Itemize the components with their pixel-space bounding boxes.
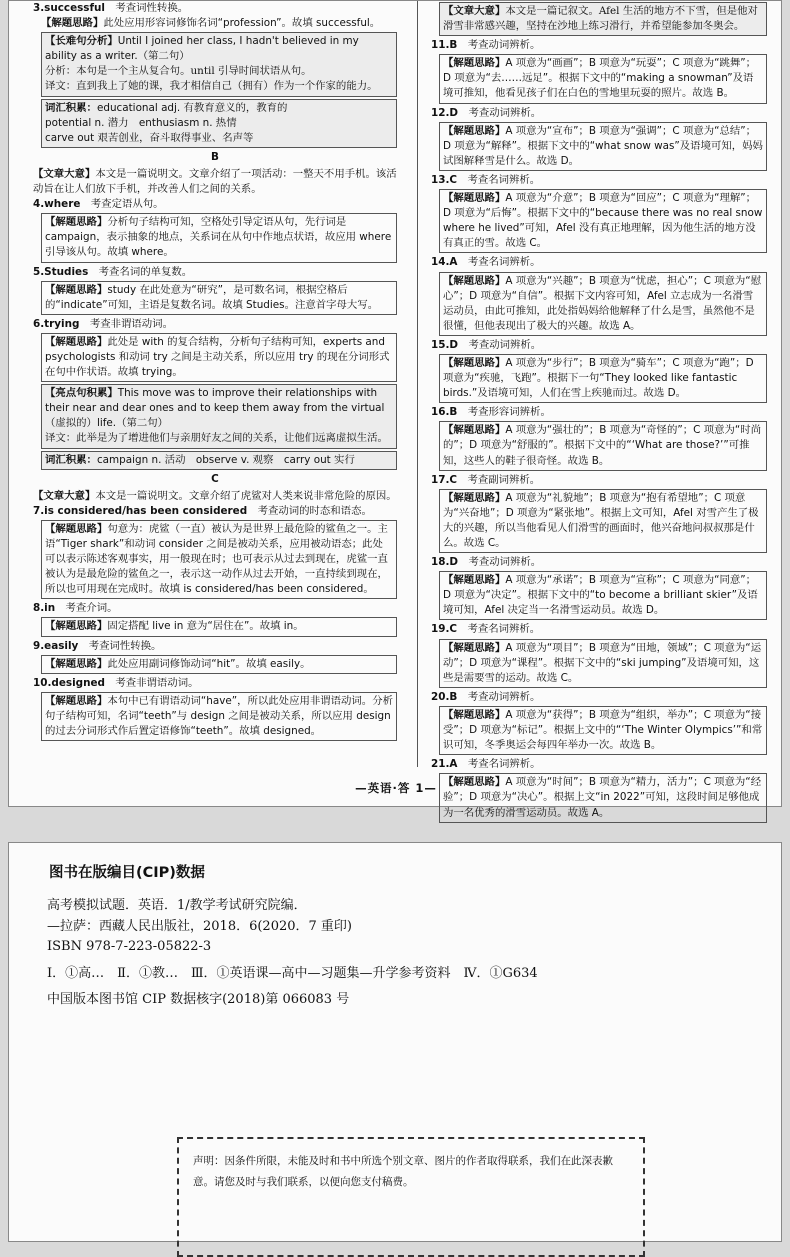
q5-thinking — [41, 281, 397, 315]
text: A 项意为“步行”；B 项意为“骑车”；C 项意为“跑”；D 项意为“疾驰，飞跑”。根据下一句“They looked like fantastic birds.”及语境可知，人们在雪上疾驰而过。故选 D。 — [443, 356, 754, 400]
q9-thinking — [41, 655, 397, 674]
text: A 项意为“强壮的”；B 项意为“奇怪的”；C 项意为“时尚的”；D 项意为“舒服的”。根据下文中的“‘What are those?’”可推知，这些人的鞋子很奇怪。故选 B。 — [443, 424, 762, 467]
q11-desc: 考查动词辨析。 — [467, 39, 541, 52]
right-column — [431, 1, 767, 825]
text: 此处应用形容词修饰名词“profession”。故填 successful。 — [103, 17, 381, 30]
tag: 【解题思路】 — [443, 57, 506, 70]
notice-box — [177, 1137, 645, 1257]
tag: 【解题思路】 — [45, 522, 108, 535]
q6-vocab-box — [41, 451, 397, 470]
q9-desc: 考查词性转换。 — [88, 639, 162, 652]
q8-thinking — [41, 617, 397, 636]
q3-analysis-box — [41, 32, 397, 96]
q5-desc: 考查名词的单复数。 — [98, 265, 193, 278]
text: 本文是一篇说明文。文章介绍了虎鲨对人类来说非常危险的原因。 — [95, 489, 397, 502]
tag: 【解题思路】 — [443, 776, 506, 789]
q21-header — [431, 757, 767, 772]
q4-answer: 4.where — [33, 198, 81, 211]
tag: 词汇积累： — [45, 453, 97, 466]
q20-answer: 20.B — [431, 690, 458, 703]
q16-desc: 考查形容词辨析。 — [467, 406, 551, 419]
tag: 【解题思路】 — [443, 491, 506, 504]
q3-desc: 考查词性转换。 — [115, 2, 189, 14]
tag: 【解题思路】 — [443, 574, 506, 587]
q10-answer: 10.designed — [33, 676, 105, 689]
q9-answer: 9.easily — [33, 639, 79, 652]
vocab-line: carve out 艰苦创业，奋斗取得事业、名声等 — [45, 131, 254, 144]
q16-header — [431, 405, 767, 420]
q18-thinking — [439, 571, 767, 620]
q7-thinking — [41, 520, 397, 599]
cip-page — [8, 842, 782, 1242]
q17-answer: 17.C — [431, 473, 458, 486]
q13-thinking — [439, 189, 767, 253]
q6-desc: 考查非谓语动词。 — [89, 317, 173, 330]
text: 固定搭配 live in 意为“居住在”。故填 in。 — [107, 620, 304, 633]
q19-thinking — [439, 639, 767, 688]
tag: 【解题思路】 — [443, 424, 506, 437]
tag: 【文章大意】 — [33, 167, 96, 180]
text: 本文是一篇记叙文。Afel 生活的地方不下雪，但是他对滑雪非常感兴趣，坚持在沙地上练习滑行，并希望能参加冬奥会。 — [443, 5, 758, 33]
q10-thinking — [41, 692, 397, 741]
en-sentence: Until I joined her class, I hadn't believed in my ability as a writer.（第二句） — [45, 35, 359, 63]
q4-thinking — [41, 213, 397, 262]
tag: 【文章大意】 — [33, 489, 96, 502]
tag: 【解题思路】 — [45, 216, 108, 229]
answer-page — [8, 0, 782, 819]
tag: 【解题思路】 — [45, 620, 108, 633]
q8-answer: 8.in — [33, 602, 56, 615]
q15-desc: 考查动词辨析。 — [468, 338, 542, 351]
q6-answer: 6.trying — [33, 317, 80, 330]
cip-line: 中国版本图书馆 CIP 数据核字(2018)第 066083 号 — [47, 992, 350, 1008]
cip-line: Ⅰ．①高… Ⅱ．①教… Ⅲ．①英语课—高中—习题集—升学参考资料 Ⅳ．①G634 — [47, 965, 538, 981]
q15-thinking — [439, 354, 767, 403]
q18-answer: 18.D — [431, 556, 459, 569]
tag: 【解题思路】 — [443, 641, 506, 654]
text: A 项意为“宣布”；B 项意为“强调”；C 项意为“总结”；D 项意为“解释”。根据下文中的“what snow was”及语境可知，妈妈试图解释雪是什么。故选 D。 — [443, 124, 763, 167]
text: A 项意为“时间”；B 项意为“精力，活力”；C 项意为“经验”；D 项意为“决心”。根据上文“in 2022”可知，这段时间足够他成为一名优秀的滑雪运动员。故选 A。 — [443, 776, 762, 819]
text: 此处应用副词修饰动词“hit”。故填 easily。 — [107, 657, 311, 670]
d-summary — [439, 2, 767, 36]
q14-thinking — [439, 272, 767, 336]
text: 句意为：虎鲨（一直）被认为是世界上最危险的鲨鱼之一。主语“Tiger shark”和动词 consider 之间是被动关系，应用被动语态；此处可以表示陈述客观事实，用一般现在时；也可表示从过去到现在，虎鲨一直被认为是最危险的鲨鱼之一，表示这一动作从过去开始，一直持续到现在，所以也可用现在完成时。故填 is considered/has been considered。 — [45, 522, 388, 596]
q20-header — [431, 690, 767, 705]
left-column — [33, 1, 397, 743]
text: study 在此处意为“研究”，是可数名词，根据空格后的“indicate”可知，主语是复数名词。故填 Studies。注意首字母大写。 — [45, 283, 379, 311]
q21-answer: 21.A — [431, 758, 458, 771]
tag: 词汇积累： — [45, 101, 97, 114]
q6-highlight-box — [41, 384, 397, 448]
text: 本文是一篇说明文。文章介绍了一项活动：一整天不用手机。该活动旨在让人们放下手机，并改善人们之间的关系。 — [33, 167, 397, 196]
q5-header — [33, 265, 397, 280]
q13-desc: 考查名词辨析。 — [467, 173, 541, 186]
tag: 【文章大意】 — [443, 5, 506, 17]
tag: 【解题思路】 — [45, 657, 108, 670]
q3-thinking — [33, 16, 397, 31]
tag: 【解题思路】 — [443, 124, 506, 137]
q19-header — [431, 622, 767, 637]
q13-header — [431, 173, 767, 188]
q13-answer: 13.C — [431, 173, 458, 186]
column-divider — [417, 1, 418, 767]
q8-desc: 考查介词。 — [65, 602, 118, 615]
text: A 项意为“兴趣”；B 项意为“忧虑，担心”；C 项意为“慰心”；D 项意为“自信”。根据下文内容可知，Afel 立志成为一名滑雪运动员，由此可推知，此处指妈妈给他解释了什么是雪，虽然他不是很懂，但他表现出了极大的兴趣。故选 A。 — [443, 274, 762, 332]
page-footer: —英语·答 1— — [355, 781, 437, 795]
q19-desc: 考查名词辨析。 — [467, 623, 541, 636]
q8-header — [33, 601, 397, 616]
q21-desc: 考查名词辨析。 — [467, 758, 541, 771]
q5-answer: 5.Studies — [33, 265, 89, 278]
q3-header — [33, 1, 397, 16]
tag: 【解题思路】 — [443, 274, 506, 287]
text: 本句中已有谓语动词“have”，所以此处应用非谓语动词。分析句子结构可知，名词“teeth”与 design 之间是被动关系，所以应用 design 的过去分词形式作后置定语修饰“teeth”。故填 designed。 — [45, 694, 393, 738]
tag: 【解题思路】 — [443, 192, 506, 205]
q11-thinking — [439, 54, 767, 103]
q14-header — [431, 255, 767, 270]
q20-thinking — [439, 706, 767, 755]
en-sentence: This move was to improve their relationships with their near and dear ones and to keep them away from the virtual（虚拟的）life.（第二句） — [45, 387, 385, 430]
notice-text: 声明：因条件所限，未能及时和书中所选个别文章、图片的作者取得联系，我们在此深表歉意。请您及时与我们联系，以便向您支付稿费。 — [193, 1155, 613, 1188]
q4-desc: 考查定语从句。 — [90, 198, 164, 211]
q10-desc: 考查非谓语动词。 — [115, 676, 199, 689]
vocab-line: educational adj. 有教育意义的，教育的 — [96, 101, 288, 114]
q14-answer: 14.A — [431, 256, 458, 269]
q9-header — [33, 639, 397, 654]
cip-line: 高考模拟试题．英语．1/教学考试研究院编． — [47, 898, 307, 913]
text: A 项意为“项目”；B 项意为“田地，领域”；C 项意为“运动”；D 项意为“课程”。根据下文中的“ski jumping”及语境可知，这些是需要雪的运动。故选 C。 — [443, 641, 762, 684]
q12-desc: 考查动词辨析。 — [468, 106, 542, 119]
text: 此处是 with 的复合结构，分析句子结构可知，experts and psychologists 和动词 try 之间是主动关系，所以应用 try 的现在分词形式在句中作状语。故填 trying。 — [45, 335, 390, 379]
q16-thinking — [439, 421, 767, 470]
q20-desc: 考查动词辨析。 — [467, 690, 541, 703]
q3-answer: 3.successful — [33, 2, 105, 14]
q12-header — [431, 106, 767, 121]
analysis: 分析：本句是一个主从复合句。until 引导时间状语从句。 — [45, 65, 312, 78]
q17-desc: 考查副词辨析。 — [467, 473, 541, 486]
translation: 译文：直到我上了她的课，我才相信自己（拥有）作为一个作家的能力。 — [45, 80, 378, 93]
tag: 【解题思路】 — [41, 17, 104, 30]
text: A 项意为“画画”；B 项意为“玩耍”；C 项意为“跳舞”；D 项意为“去……远足”。根据下文中的“making a snowman”及语境可推知，他看见孩子们在白色的雪地里玩耍的照片。故选 B。 — [443, 57, 757, 100]
q11-answer: 11.B — [431, 39, 458, 52]
q12-thinking — [439, 122, 767, 171]
q10-header — [33, 676, 397, 691]
tag: 【长难句分析】 — [45, 35, 118, 48]
q7-desc: 考查动词的时态和语态。 — [257, 504, 372, 517]
section-c-title: C — [211, 472, 219, 485]
b-summary — [33, 167, 397, 197]
cip-record — [47, 896, 538, 1011]
q12-answer: 12.D — [431, 106, 459, 119]
q15-answer: 15.D — [431, 338, 459, 351]
tag: 【解题思路】 — [45, 694, 108, 707]
q17-header — [431, 473, 767, 488]
text: A 项意为“介意”；B 项意为“回应”；C 项意为“理解”；D 项意为“后悔”。根据下文中的“because there was no real snow where he lived”可知，Afel 没有真正地理解，因为他生活的地方没有真正的雪。故选 C。 — [443, 192, 763, 250]
text: A 项意为“获得”；B 项意为“组织，举办”；C 项意为“接受”；D 项意为“标记”。根据上文中的“‘The Winter Olympics’”和常识可知，冬季奥运会每四年举办一次。故选 B。 — [443, 708, 763, 752]
q6-thinking — [41, 333, 397, 382]
text: A 项意为“礼貌地”；B 项意为“抱有希望地”；C 项意为“兴奋地”；D 项意为“紧张地”。根据上文可知，Afel 对雪产生了极大的兴趣，所以当他看见人们滑雪的画面时，他兴奋地问叔叔那是什么。故选 C。 — [443, 491, 759, 549]
tag: 【解题思路】 — [45, 283, 108, 296]
cip-line: ISBN 978-7-223-05822-3 — [47, 939, 212, 955]
text: A 项意为“承诺”；B 项意为“宣称”；C 项意为“同意”；D 项意为“决定”。根据下文中的“to become a brilliant skier”及语境可知，Afel 决定当一名滑雪运动员。故选 D。 — [443, 574, 758, 617]
vocab-line: potential n. 潜力 enthusiasm n. 热情 — [45, 116, 237, 129]
q3-vocab-box — [41, 99, 397, 148]
tag: 【解题思路】 — [45, 335, 108, 348]
q7-header — [33, 504, 397, 519]
cip-line: —拉萨：西藏人民出版社，2018．6(2020．7 重印) — [47, 918, 352, 934]
q18-header — [431, 555, 767, 570]
q16-answer: 16.B — [431, 406, 458, 419]
c-summary — [33, 489, 397, 504]
q11-header — [431, 38, 767, 53]
tag: 【解题思路】 — [443, 356, 506, 369]
q17-thinking — [439, 489, 767, 553]
q14-desc: 考查名词辨析。 — [467, 256, 541, 269]
tag: 【解题思路】 — [443, 708, 506, 721]
cip-title: 图书在版编目(CIP)数据 — [49, 865, 205, 881]
q19-answer: 19.C — [431, 623, 458, 636]
section-b-title: B — [211, 150, 219, 163]
q7-answer: 7.is considered/has been considered — [33, 504, 248, 517]
translation: 译文：此举是为了增进他们与亲朋好友之间的关系，让他们远离虚拟生活。 — [45, 432, 388, 445]
q18-desc: 考查动词辨析。 — [468, 556, 542, 569]
q6-header — [33, 317, 397, 332]
q15-header — [431, 338, 767, 353]
text: campaign n. 活动 observe v. 观察 carry out 实行 — [96, 453, 355, 466]
q4-header — [33, 197, 397, 212]
tag: 【亮点句积累】 — [45, 387, 118, 400]
text: 分析句子结构可知，空格处引导定语从句，先行词是 campaign，表示抽象的地点，关系词在从句中作地点状语，故应用 where 引导该从句。故填 where。 — [45, 216, 392, 259]
